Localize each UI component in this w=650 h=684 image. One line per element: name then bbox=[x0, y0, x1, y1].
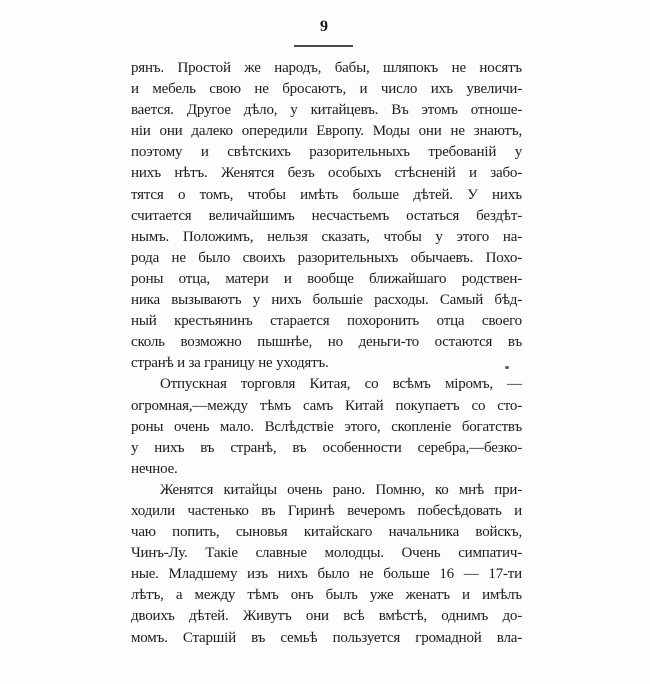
text-column bbox=[131, 58, 522, 649]
text-line: рянъ. Простой же народъ, бабы, шляпокъ не носятъ bbox=[131, 60, 522, 76]
text-line: сколь возможно пышнѣе, но деньги-то остаются въ bbox=[131, 334, 522, 351]
text-line: лѣтъ, а между тѣмъ онъ былъ уже женатъ и имѣлъ bbox=[131, 587, 522, 604]
text-line: Женятся китайцы очень рано. Помню, ко мнѣ при- bbox=[160, 481, 522, 498]
text-line: тятся о томъ, чтобы имѣть больше дѣтей. У нихъ bbox=[131, 186, 522, 203]
ink-speck bbox=[505, 366, 509, 369]
text-line: и мебель свою не бросаютъ, и число ихъ увеличи- bbox=[131, 81, 522, 98]
text-line: нихъ нѣтъ. Женятся безъ особыхъ стѣсненій и забо- bbox=[131, 165, 522, 182]
text-line: ный крестьянинъ старается похоронить отца своего bbox=[131, 313, 522, 330]
text-line: вается. Другое дѣло, у китайцевъ. Въ этомъ отноше- bbox=[131, 102, 522, 119]
text-line: Отпускная торговля Китая, со всѣмъ міромъ, — bbox=[160, 376, 522, 393]
text-line: рода не было своихъ разорительныхъ обычаевъ. Похо- bbox=[131, 249, 522, 266]
header-rule bbox=[294, 45, 353, 47]
text-line: ника вызываютъ у нихъ большіе расходы. Самый бѣд- bbox=[131, 292, 522, 309]
text-line: поэтому и свѣтскихъ разорительныхъ требованій у bbox=[131, 144, 522, 161]
text-line: нечное. bbox=[131, 460, 178, 477]
text-line: Чинъ-Лу. Такіе славные молодцы. Очень симпатич- bbox=[131, 545, 522, 562]
text-line: момъ. Старшій въ семьѣ пользуется громадной вла- bbox=[131, 629, 522, 646]
text-line: ніи они далеко опередили Европу. Моды они не знаютъ, bbox=[131, 123, 522, 140]
text-line: роны отца, матери и вообще ближайшаго родствен- bbox=[131, 270, 522, 287]
text-line: считается величайшимъ несчастьемъ остаться бездѣт- bbox=[131, 207, 522, 224]
text-line: роны очень мало. Вслѣдствіе этого, скопленіе богатствъ bbox=[131, 418, 522, 435]
text-line: чаю попить, сыновья китайскаго начальника войскъ, bbox=[131, 524, 522, 541]
text-line: двоихъ дѣтей. Живутъ они всѣ вмѣстѣ, однимъ до- bbox=[131, 608, 522, 625]
text-line: нымъ. Положимъ, нельзя сказать, чтобы у этого на- bbox=[131, 228, 522, 245]
text-line: странѣ и за границу не уходятъ. bbox=[131, 355, 329, 372]
text-line: ные. Младшему изъ нихъ было не больше 16 — 17-ти bbox=[131, 566, 522, 583]
text-line: огромная,—между тѣмъ самъ Китай покупаетъ со сто- bbox=[131, 397, 522, 414]
page-number: 9 bbox=[320, 18, 328, 35]
text-line: ходили частенько въ Гиринѣ вечеромъ побесѣдовать и bbox=[131, 502, 522, 519]
text-line: у нихъ въ странѣ, въ особенности серебра,—безко- bbox=[131, 439, 522, 456]
